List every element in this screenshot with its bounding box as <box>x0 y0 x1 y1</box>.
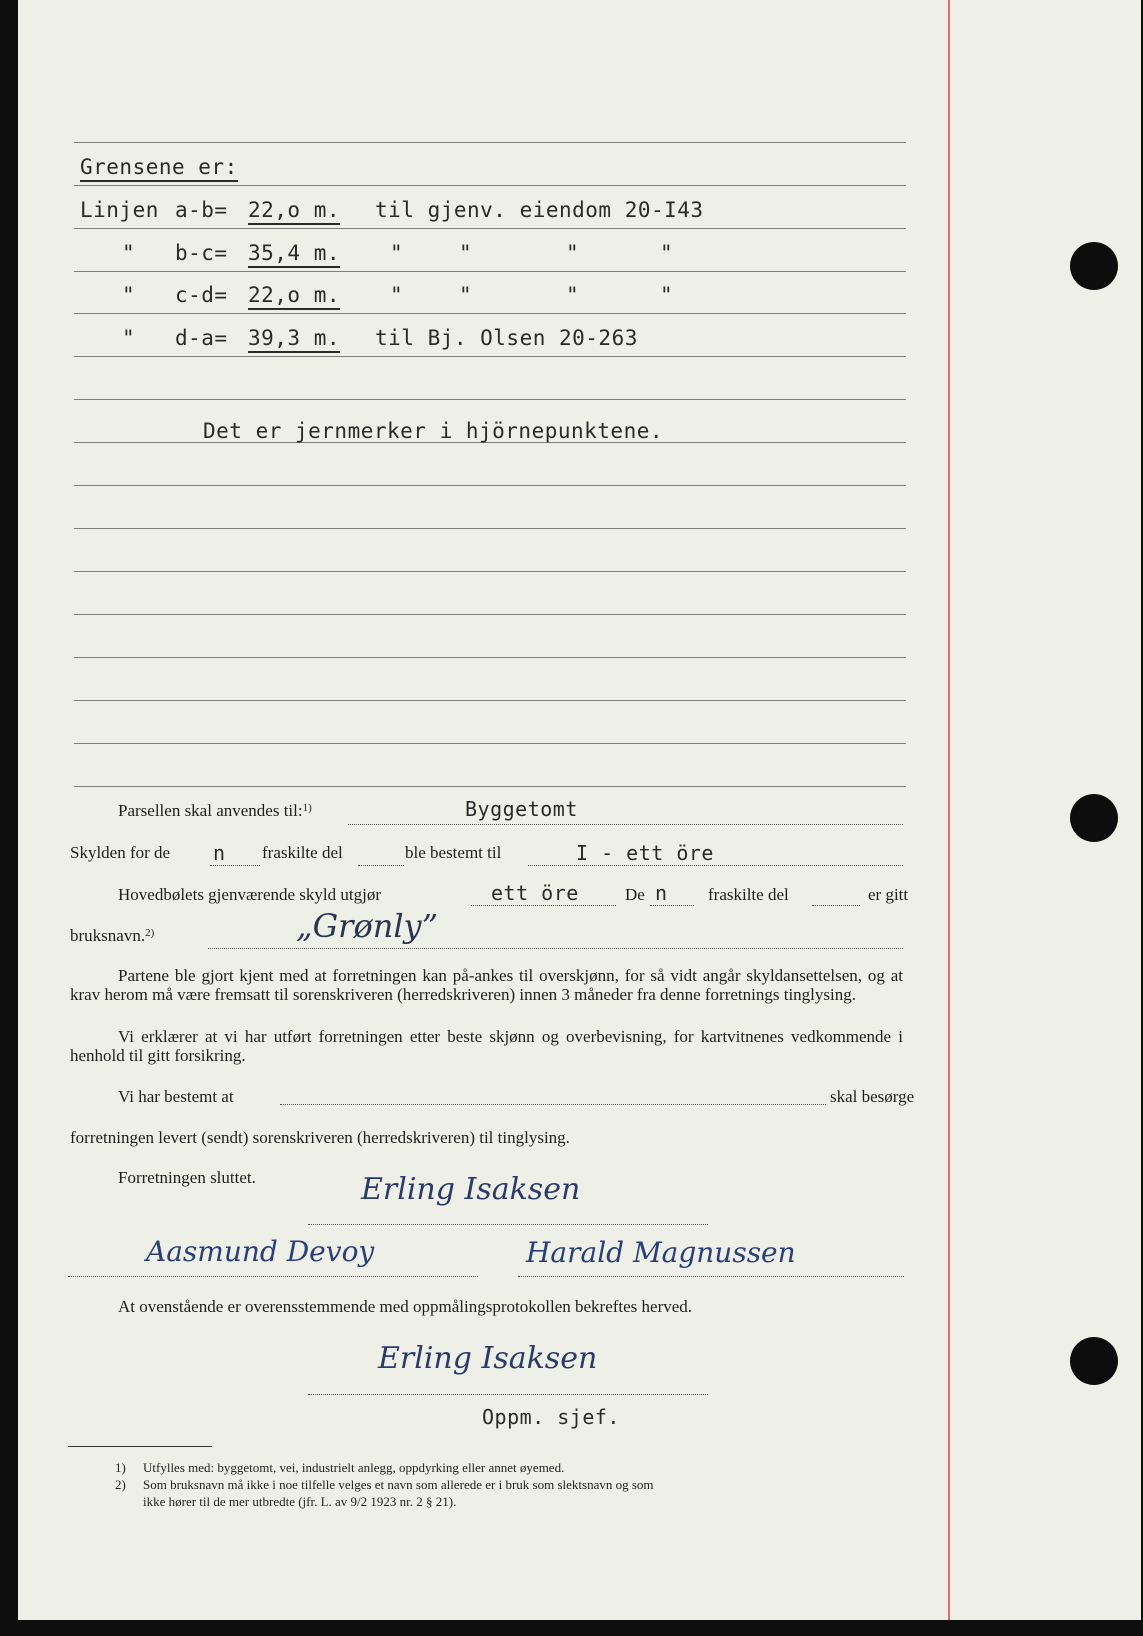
fill-line <box>812 904 860 906</box>
ruled-line <box>74 571 906 572</box>
punch-hole <box>1070 242 1118 290</box>
appeal-paragraph: Partene ble gjort kjent med at forretningen kan på-ankes til overskjønn, for så vidt angår skyldansettelsen, og at krav herom må være fremsatt til sorenskriveren (herredskriveren) innen 3 måneder fra denne forretnings tinglysing. <box>70 966 903 1004</box>
delivered-text: forretningen levert (sendt) sorenskriveren (herredskriveren) til tinglysing. <box>70 1128 570 1147</box>
fill-line <box>208 947 903 949</box>
ruled-line <box>74 614 906 615</box>
ditto-mark: " <box>459 241 473 265</box>
signature-witness-1: Aasmund Devoy <box>146 1235 375 1268</box>
ditto-mark: " <box>660 241 674 265</box>
ruled-line <box>74 185 906 186</box>
ruled-line <box>74 399 906 400</box>
row-label: " <box>122 326 136 350</box>
boundaries-heading: Grensene er: <box>80 155 238 182</box>
name-label: bruksnavn.$^{2)}$ <box>70 926 155 945</box>
tax-fill-n: n <box>213 841 226 865</box>
ditto-mark: " <box>566 283 580 307</box>
ruled-line <box>74 356 906 357</box>
fill-line <box>210 864 260 866</box>
decided-label: Vi har bestemt at <box>118 1087 234 1106</box>
footnote-2-mark: 2) <box>115 1477 126 1492</box>
remaining-n: n <box>655 881 668 905</box>
ruled-line <box>74 743 906 744</box>
ruled-line <box>74 142 906 143</box>
fill-line <box>650 904 694 906</box>
row-length: 35,4 m. <box>248 241 340 268</box>
signature-line <box>308 1393 708 1395</box>
use-label: Parsellen skal anvendes til:$^{1)}$ <box>118 801 312 820</box>
ditto-mark: " <box>390 283 404 307</box>
remaining-value: ett öre <box>491 881 579 905</box>
ruled-line <box>74 271 906 272</box>
footnote-1: Utfylles med: byggetomt, vei, industrielt anlegg, oppdyrking eller annet øyemed. <box>143 1460 565 1475</box>
row-label: " <box>122 241 136 265</box>
row-segment: b-c= <box>175 241 228 265</box>
fill-line <box>348 823 903 825</box>
row-length: 22,o m. <box>248 198 340 225</box>
footnote-1-mark: 1) <box>115 1460 126 1475</box>
punch-hole <box>1070 1337 1118 1385</box>
tax-value: I - ett öre <box>576 841 714 865</box>
remaining-label: Hovedbølets gjenværende skyld utgjør <box>118 885 381 904</box>
punch-hole <box>1070 794 1118 842</box>
row-length: 39,3 m. <box>248 326 340 353</box>
tax-prefix: Skylden for de <box>70 843 171 862</box>
remaining-de: De <box>625 885 645 904</box>
tax-mid: fraskilte del <box>262 843 343 862</box>
row-segment: c-d= <box>175 283 228 307</box>
ruled-line <box>74 485 906 486</box>
document-page <box>18 0 1141 1620</box>
ditto-mark: " <box>390 241 404 265</box>
signature-line <box>68 1275 478 1277</box>
remaining-fraskilte: fraskilte del <box>708 885 789 904</box>
footnote-divider <box>68 1446 212 1447</box>
ditto-mark: " <box>566 241 580 265</box>
row-segment: d-a= <box>175 326 228 350</box>
row-description: til gjenv. eiendom 20-I43 <box>375 198 704 222</box>
chief-title: Oppm. sjef. <box>482 1405 620 1429</box>
row-label: Linjen <box>80 198 159 222</box>
remaining-gitt: er gitt <box>868 885 909 904</box>
fill-line <box>528 864 903 866</box>
ruled-line <box>74 657 906 658</box>
row-segment: a-b= <box>175 198 228 222</box>
signature-witness-2: Harald Magnussen <box>526 1236 796 1269</box>
margin-line <box>948 0 950 1620</box>
signature-surveyor: Erling Isaksen <box>361 1172 581 1207</box>
footnote-2-line-1: Som bruksnavn må ikke i noe tilfelle velges et navn som allerede er i bruk som slektsnavn og som <box>143 1477 654 1492</box>
ruled-line <box>74 228 906 229</box>
declaration-paragraph: Vi erklærer at vi har utført forretningen etter beste skjønn og overbevisning, for kartvitnenes vedkommende i henhold til gitt forsikring. <box>70 1027 903 1065</box>
closed-text: Forretningen sluttet. <box>118 1168 256 1187</box>
corner-markers-note: Det er jernmerker i hjörnepunktene. <box>203 419 664 443</box>
ditto-mark: " <box>660 283 674 307</box>
row-length: 22,o m. <box>248 283 340 310</box>
decided-tail: skal besørge <box>830 1087 915 1106</box>
signature-line <box>308 1223 708 1225</box>
ruled-line <box>74 313 906 314</box>
row-description: til Bj. Olsen 20-263 <box>375 326 638 350</box>
row-label: " <box>122 283 136 307</box>
ruled-line <box>74 786 906 787</box>
tax-mid2: ble bestemt til <box>405 843 502 862</box>
use-value: Byggetomt <box>465 797 578 821</box>
property-name-handwritten: „Grønly” <box>296 907 438 945</box>
signature-line <box>518 1275 904 1277</box>
ruled-line <box>74 528 906 529</box>
footnote-2-line-2: ikke hører til de mer utbredte (jfr. L. av 9/2 1923 nr. 2 § 21). <box>143 1494 457 1509</box>
certification-text: At ovenstående er overensstemmende med oppmålingsprotokollen bekreftes herved. <box>118 1297 693 1316</box>
fill-line <box>471 904 616 906</box>
ruled-line <box>74 700 906 701</box>
fill-line <box>358 864 404 866</box>
ditto-mark: " <box>459 283 473 307</box>
fill-line <box>280 1103 826 1105</box>
signature-chief: Erling Isaksen <box>378 1341 598 1376</box>
